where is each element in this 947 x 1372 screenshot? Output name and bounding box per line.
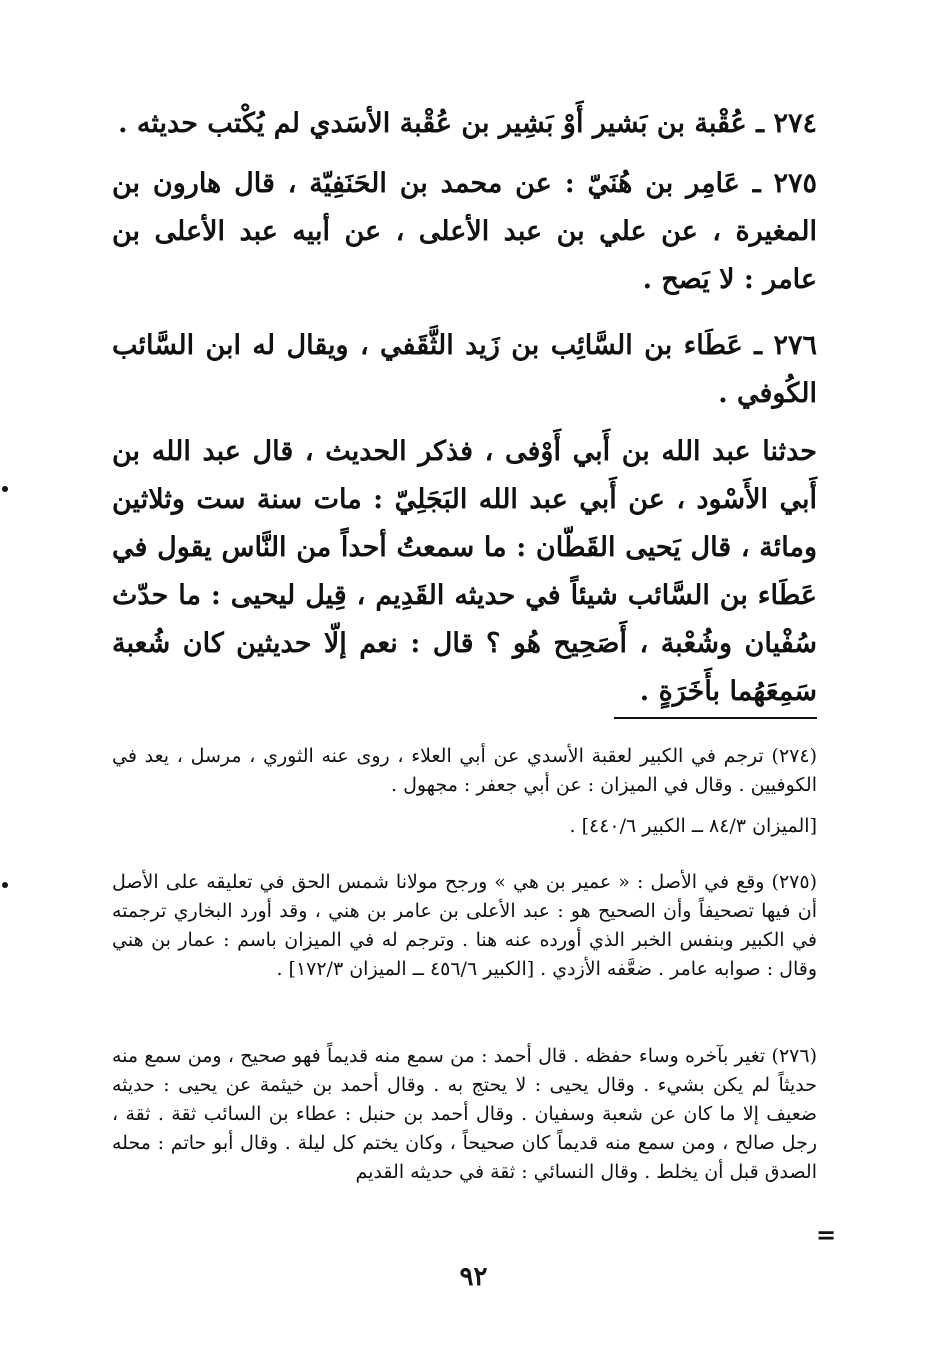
footnote-276: (٢٧٦) تغير بآخره وساء حفظه . قال أحمد : من سمع منه قديماً فهو صحيح ، ومن سمع منه حديثاً لم يكن بشيء . وقال يحيى : لا يحتج به . وقال أحمد بن خيثمة عن يحيى : حديثه ضعيف إلا ما كان عن شعبة وسفيان . وقال أحمد بن حنبل : عطاء بن السائب ثقة . ثقة ، رجل صالح ، ومن سمع منه قديماً كان صحيحاً ، وكان يختم كل ليلة . وقال أبو حاتم : محله الصدق قبل أن يخلط . وقال النسائي : ثقة في حديثه القديم bbox=[112, 1045, 817, 1183]
footnote-275: (٢٧٥) وقع في الأصل : « عمير بن هي » ورجح مولانا شمس الحق في تعليقه على الأصل أن فيها تصحيفاً وأن الصحيح هو : عبد الأعلى بن عامر بن هني ، وقد أورد البخاري ترجمته في الكبير وبنفس الخبر الذي أورده عنه هنا . وترجم له في الميزان باسم : عمار بن هني وقال : صوابه عامر . ضعَّفه الأزدي . [الكبير ٤٥٦/٦ ــ الميزان ١٧٢/٣] . bbox=[112, 871, 817, 980]
footnote-274: (٢٧٤) ترجم في الكبير لعقبة الأسدي عن أبي العلاء ، روى عنه الثوري ، مرسل ، يعد في الكوفيين . وقال في الميزان : عن أبي جعفر : مجهول . bbox=[112, 745, 817, 796]
entry-274-text: ٢٧٤ ـ عُقْبة بن بَشير أَوْ بَشِير بن عُقْبة الأسَدي لم يُكْتب حديثه . bbox=[118, 108, 817, 139]
entry-275 bbox=[112, 160, 817, 304]
footnote-separator bbox=[614, 717, 817, 719]
entry-276-text: ٢٧٦ ـ عَطَاء بن السَّائِب بن زَيد الثَّقَفي ، ويقال له ابن السَّائب الكُوفي . bbox=[112, 330, 817, 409]
entry-274 bbox=[112, 100, 817, 148]
entry-275-text: ٢٧٥ ـ عَامِر بن هُنَيّ : عن محمد بن الحَنَفِيّة ، قال هارون بن المغيرة ، عن علي بن عبد الأعلى ، عن أبيه عبد الأعلى بن عامر : لا يَصح . bbox=[112, 168, 817, 295]
margin-dot-icon bbox=[2, 882, 8, 888]
page-number: ٩٢ bbox=[459, 1262, 488, 1292]
main-paragraph bbox=[112, 428, 817, 716]
margin-dot-icon bbox=[2, 486, 8, 492]
main-paragraph-text: حدثنا عبد الله بن أَبي أَوْفى ، فذكر الحديث ، قال عبد الله بن أَبي الأَسْود ، عن أَبي عبد الله البَجَلِيّ : مات سنة ست وثلاثين ومائة ، قال يَحيى القَطّان : ما سمعتُ أحداً من النَّاس يقول في عَطَاء بن السَّائب شيئاً في حديثه القَدِيم ، قِيل ليحيى : ما حدّث سُفْيان وشُعْبة ، أَصَحِيح هُو ؟ قال : نعم إلّا حديثين كان شُعبة سَمِعَهُما بأَخَرَةٍ . bbox=[112, 436, 817, 707]
entry-276 bbox=[112, 322, 817, 418]
footnote-274-reference: [الميزان ٨٤/٣ ــ الكبير ٤٤٠/٦] . bbox=[569, 815, 817, 837]
continuation-mark: = bbox=[816, 1220, 837, 1249]
